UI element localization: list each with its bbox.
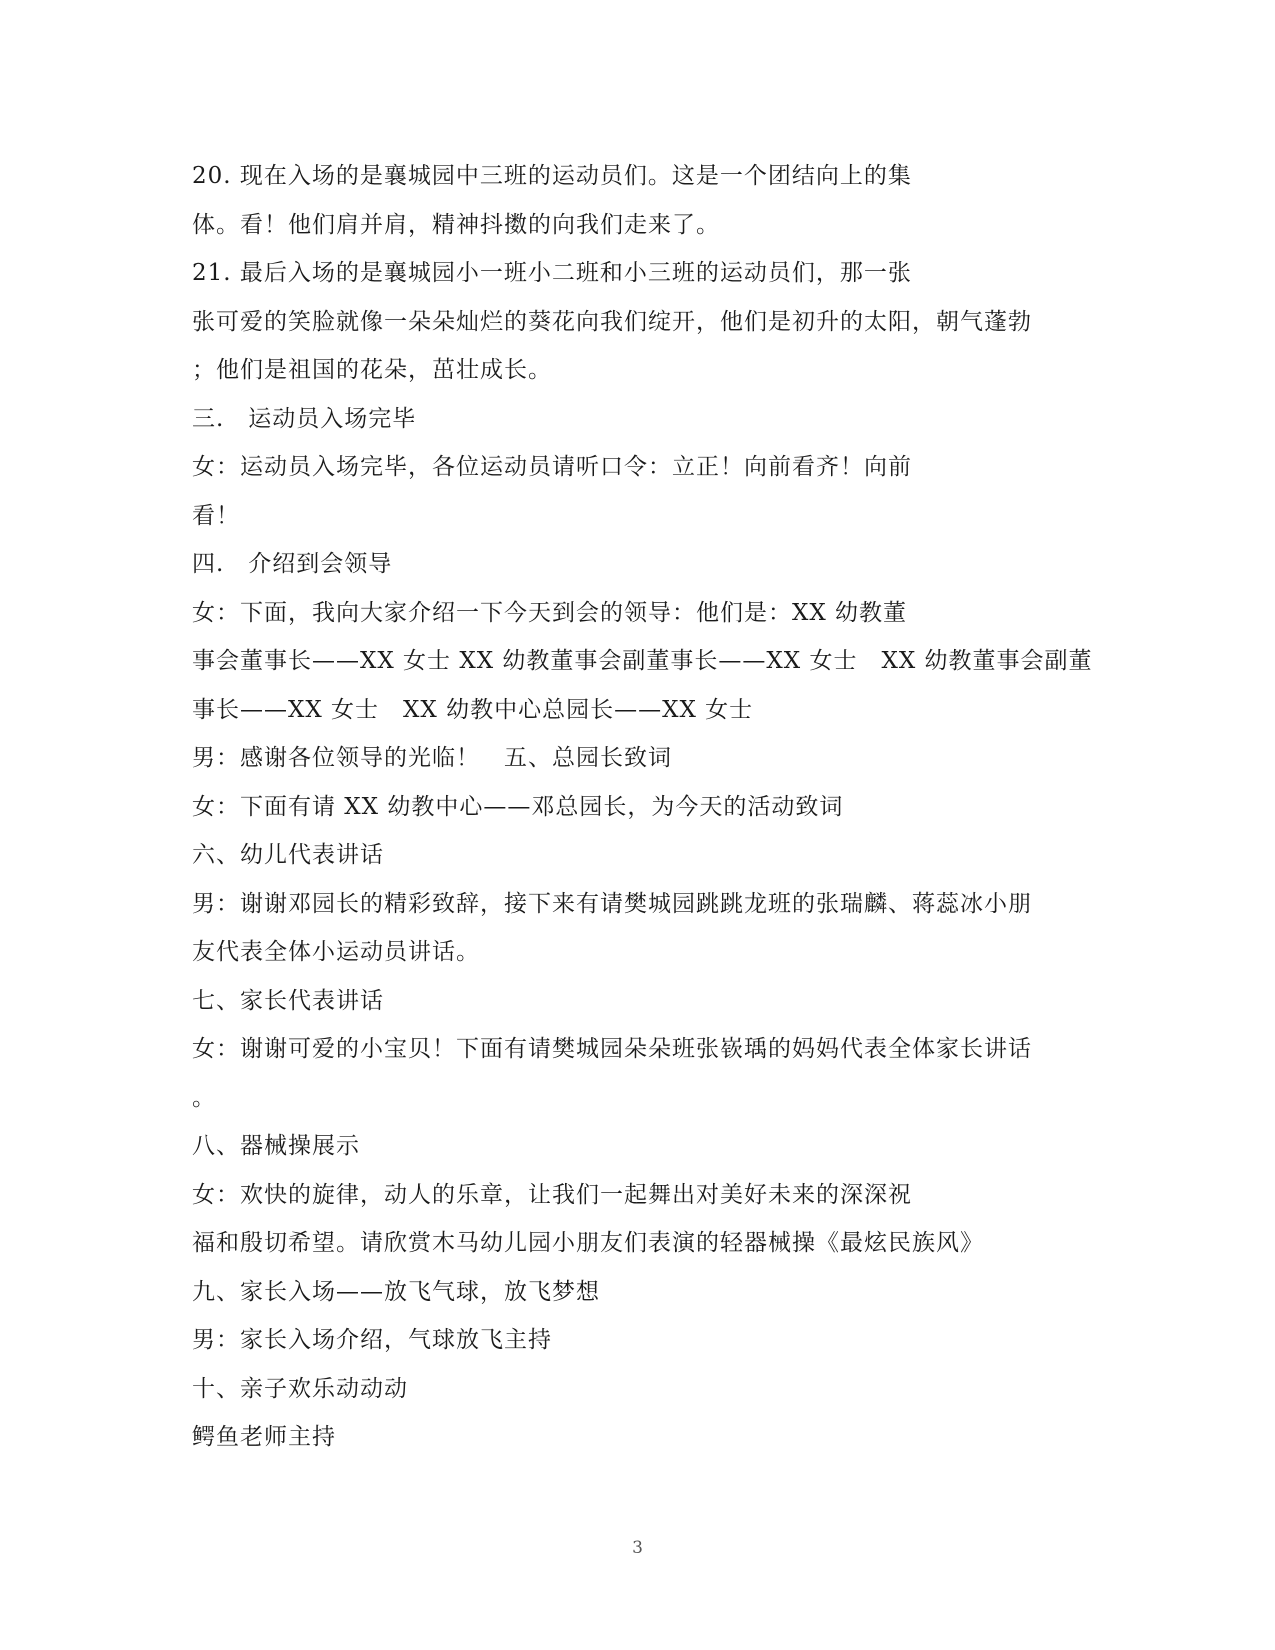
text-line: 女：谢谢可爱的小宝贝！下面有请樊城园朵朵班张嵚瑀的妈妈代表全体家长讲话 [192, 1036, 1032, 1062]
text-line: 男：感谢各位领导的光临！ 五、总园长致词 [192, 745, 672, 771]
text-line: 女：下面有请 XX 幼教中心——邓总园长，为今天的活动致词 [192, 793, 844, 820]
section-heading: 六、幼儿代表讲话 [192, 842, 384, 868]
text-line: 事会董事长——XX 女士 XX 幼教董事会副董事长——XX 女士 XX 幼教董事会副董 [192, 648, 1093, 674]
text-line: 21. 最后入场的是襄城园小一班小二班和小三班的运动员们，那一张 [192, 260, 912, 286]
text-line: 男：家长入场介绍，气球放飞主持 [192, 1327, 552, 1353]
document-body [192, 152, 1092, 1462]
section-heading: 十、亲子欢乐动动动 [192, 1375, 408, 1402]
text-line: ；他们是祖国的花朵，茁壮成长。 [192, 357, 552, 383]
text-line: 福和殷切希望。请欣赏木马幼儿园小朋友们表演的轻器械操《最炫民族风》 [192, 1230, 984, 1256]
section-heading: 四. 介绍到会领导 [192, 551, 393, 577]
text-line: 看！ [192, 502, 240, 529]
text-line: 女：运动员入场完毕，各位运动员请听口令：立正！向前看齐！向前 [192, 454, 912, 480]
text-line: 。 [192, 1084, 216, 1111]
section-heading: 三. 运动员入场完毕 [192, 405, 417, 432]
section-heading: 八、器械操展示 [192, 1133, 360, 1159]
section-heading: 九、家长入场——放飞气球，放飞梦想 [192, 1278, 600, 1305]
text-line: 女：下面，我向大家介绍一下今天到会的领导：他们是：XX 幼教董 [192, 599, 908, 626]
text-line: 张可爱的笑脸就像一朵朵灿烂的葵花向我们绽开，他们是初升的太阳，朝气蓬勃 [192, 308, 1032, 335]
page-number: 3 [632, 1538, 643, 1558]
text-line: 女：欢快的旋律，动人的乐章，让我们一起舞出对美好未来的深深祝 [192, 1181, 912, 1208]
text-line: 鳄鱼老师主持 [192, 1424, 336, 1450]
text-line: 友代表全体小运动员讲话。 [192, 939, 480, 965]
text-line: 事长——XX 女士 XX 幼教中心总园长——XX 女士 [192, 696, 754, 723]
section-heading: 七、家长代表讲话 [192, 987, 384, 1014]
text-line: 体。看！他们肩并肩，精神抖擞的向我们走来了。 [192, 211, 720, 238]
text-line: 20. 现在入场的是襄城园中三班的运动员们。这是一个团结向上的集 [192, 163, 912, 189]
text-line: 男：谢谢邓园长的精彩致辞，接下来有请樊城园跳跳龙班的张瑞麟、蒋蕊冰小朋 [192, 890, 1032, 917]
